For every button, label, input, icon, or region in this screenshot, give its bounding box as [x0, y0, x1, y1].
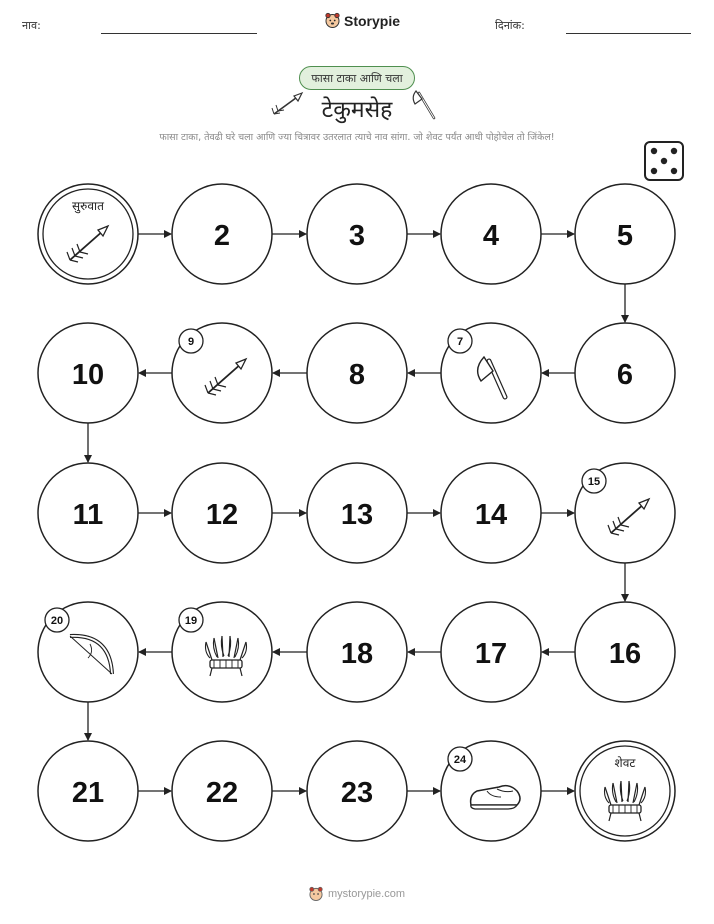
board-space-25[interactable]	[575, 741, 675, 841]
footer-url: mystorypie.com	[327, 888, 406, 900]
footer	[0, 886, 714, 902]
game-type-badge: फासा टाका आणि चला	[299, 66, 415, 90]
board-space-1[interactable]	[38, 184, 138, 284]
space-number: 8	[348, 359, 366, 391]
space-number: 6	[616, 359, 634, 391]
board-space-10[interactable]	[38, 323, 138, 423]
space-number: 2	[213, 220, 231, 252]
board-space-22[interactable]	[172, 741, 272, 841]
board-space-14[interactable]	[441, 463, 541, 563]
space-number: 7	[456, 336, 464, 348]
board-space-5[interactable]	[575, 184, 675, 284]
board-space-24[interactable]	[441, 741, 541, 841]
space-number: 13	[340, 499, 374, 531]
brand-name: Storypie	[344, 12, 401, 29]
start-label: सुरुवात	[72, 199, 104, 213]
space-number: 3	[348, 220, 366, 252]
space-number: 4	[482, 220, 500, 252]
space-number: 19	[184, 615, 198, 627]
instructions: फासा टाका, तेवढी घरे चला आणि ज्या चित्रावर उतरलात त्याचे नाव सांगा. जो शेवट पर्यंत आधी पोहोचेल तो जिंकेल!	[159, 132, 555, 143]
space-number-badge	[448, 329, 472, 353]
storypie-mascot-icon	[309, 886, 323, 902]
space-number: 10	[71, 359, 105, 391]
space-number: 15	[587, 476, 601, 488]
space-number-badge	[179, 329, 203, 353]
space-number-badge	[179, 608, 203, 632]
space-number: 16	[608, 638, 642, 670]
space-number: 11	[72, 499, 104, 531]
date-label: दिनांक:	[495, 19, 525, 32]
name-label: नाव:	[22, 19, 41, 32]
space-number: 21	[71, 777, 105, 809]
space-number: 22	[205, 777, 239, 809]
board-space-20[interactable]	[38, 602, 138, 702]
board-space-3[interactable]	[307, 184, 407, 284]
space-number: 20	[50, 615, 64, 627]
space-number: 17	[474, 638, 508, 670]
board-space-8[interactable]	[307, 323, 407, 423]
board-space-4[interactable]	[441, 184, 541, 284]
space-number: 9	[187, 336, 195, 348]
board-space-11[interactable]	[38, 463, 138, 563]
dice-icon	[645, 142, 683, 180]
board-space-21[interactable]	[38, 741, 138, 841]
space-number: 18	[340, 638, 374, 670]
board-space-23[interactable]	[307, 741, 407, 841]
board-space-7[interactable]	[441, 323, 541, 423]
board-space-17[interactable]	[441, 602, 541, 702]
board-space-9[interactable]	[172, 323, 272, 423]
board-space-18[interactable]	[307, 602, 407, 702]
space-number: 5	[616, 220, 634, 252]
page-title: टेकुमसेह	[321, 97, 393, 123]
board-space-15[interactable]	[575, 463, 675, 563]
board-space-12[interactable]	[172, 463, 272, 563]
board-space-16[interactable]	[575, 602, 675, 702]
space-number: 24	[453, 754, 467, 766]
space-number: 12	[205, 499, 239, 531]
space-number-badge	[45, 608, 69, 632]
board-space-13[interactable]	[307, 463, 407, 563]
space-number: 14	[474, 499, 508, 531]
board-space-6[interactable]	[575, 323, 675, 423]
space-number: 23	[340, 777, 374, 809]
space-number-badge	[582, 469, 606, 493]
board-space-2[interactable]	[172, 184, 272, 284]
board-space-19[interactable]	[172, 602, 272, 702]
space-number-badge	[448, 747, 472, 771]
finish-label: शेवट	[614, 756, 636, 770]
